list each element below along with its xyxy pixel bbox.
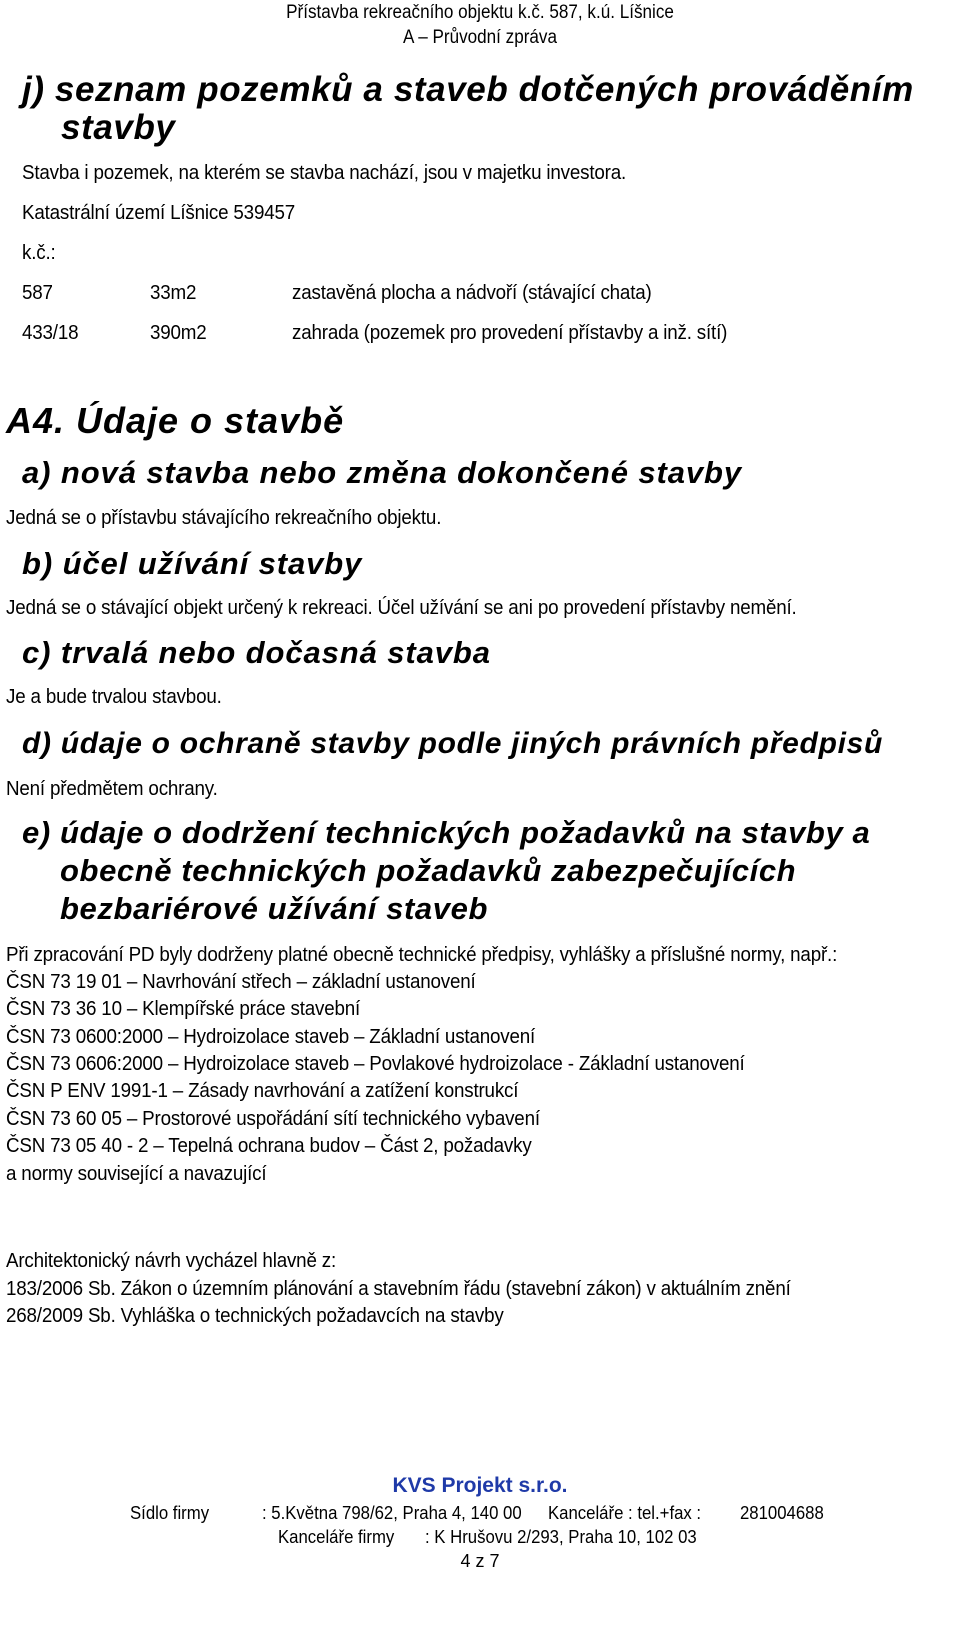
subsection-b-text: Jedná se o stávající objekt určený k rekreaci. Účel užívání se ani po provedení přístavby nemění.	[6, 597, 797, 619]
office-phone-label: Kanceláře : tel.+fax :	[548, 1503, 702, 1523]
norm-item: ČSN 73 60 05 – Prostorové uspořádání sítí technického vybavení	[6, 1108, 540, 1130]
subsection-b-title: b) účel užívání stavby	[22, 546, 363, 581]
standards-intro: Při zpracování PD byly dodrženy platné obecně technické předpisy, vyhlášky a příslušné normy, např.:	[6, 944, 838, 966]
norm-item: ČSN 73 0606:2000 – Hydroizolace staveb – Povlakové hydroizolace - Základní ustanovení	[6, 1053, 745, 1075]
company-name: KVS Projekt s.r.o.	[392, 1474, 568, 1497]
subsection-e-title-line3: bezbariérové užívání staveb	[60, 891, 488, 926]
offices-label: Kanceláře firmy	[278, 1527, 395, 1547]
parcel-desc: zastavěná plocha a nádvoří (stávající chata)	[292, 282, 652, 304]
law-item: 268/2009 Sb. Vyhláška o technických požadavcích na stavby	[6, 1305, 504, 1327]
ownership-text: Stavba i pozemek, na kterém se stavba nachází, jsou v majetku investora.	[22, 162, 627, 184]
page-number: 4 z 7	[460, 1551, 500, 1571]
parcel-id: 587	[22, 282, 53, 304]
seat-label: Sídlo firmy	[130, 1503, 210, 1523]
parcel-area: 390m2	[150, 322, 207, 344]
norm-item: ČSN 73 0600:2000 – Hydroizolace staveb – Základní ustanovení	[6, 1026, 536, 1048]
cadastral-area-text: Katastrální území Líšnice 539457	[22, 202, 296, 224]
law-item: 183/2006 Sb. Zákon o územním plánování a stavebním řádu (stavební zákon) v aktuálním znění	[6, 1278, 791, 1300]
subsection-a-title: a) nová stavba nebo změna dokončené stavby	[22, 455, 743, 490]
norm-item: ČSN 73 19 01 – Navrhování střech – základní ustanovení	[6, 971, 476, 993]
section-j-title-line1: j) seznam pozemků a staveb dotčených prováděním	[22, 70, 914, 109]
architecture-basis-title: Architektonický návrh vycházel hlavně z:	[6, 1250, 336, 1272]
subsection-a-text: Jedná se o přístavbu stávajícího rekreačního objektu.	[6, 507, 442, 529]
norm-item: ČSN P ENV 1991-1 – Zásady navrhování a zatížení konstrukcí	[6, 1080, 519, 1102]
norm-item: ČSN 73 36 10 – Klempířské práce stavební	[6, 998, 361, 1020]
norm-item: ČSN 73 05 40 - 2 – Tepelná ochrana budov – Část 2, požadavky	[6, 1135, 532, 1157]
subsection-e-title-line2: obecně technických požadavků zabezpečujících	[60, 853, 797, 888]
subsection-c-title: c) trvalá nebo dočasná stavba	[22, 635, 491, 670]
parcel-area: 33m2	[150, 282, 197, 304]
parcel-desc: zahrada (pozemek pro provedení přístavby a inž. sítí)	[292, 322, 728, 344]
office-phone: 281004688	[740, 1503, 824, 1523]
subsection-e-title-line1: e) údaje o dodržení technických požadavků na stavby a	[22, 815, 871, 850]
subsection-d-text: Není předmětem ochrany.	[6, 778, 218, 800]
norm-item: a normy související a navazující	[6, 1163, 267, 1185]
offices-address: : K Hrušovu 2/293, Praha 10, 102 03	[425, 1527, 697, 1547]
section-j-title-line2: stavby	[61, 108, 176, 147]
header-title: Přístavba rekreačního objektu k.č. 587, k.ú. Líšnice	[286, 2, 674, 23]
subsection-c-text: Je a bude trvalou stavbou.	[6, 686, 222, 708]
kc-label: k.č.:	[22, 242, 56, 264]
seat-address: : 5.Května 798/62, Praha 4, 140 00	[262, 1503, 522, 1523]
section-a4-title: A4. Údaje o stavbě	[6, 400, 345, 441]
subsection-d-title: d) údaje o ochraně stavby podle jiných právních předpisů	[22, 727, 884, 760]
header-subtitle: A – Průvodní zpráva	[402, 27, 557, 48]
parcel-id: 433/18	[22, 322, 79, 344]
